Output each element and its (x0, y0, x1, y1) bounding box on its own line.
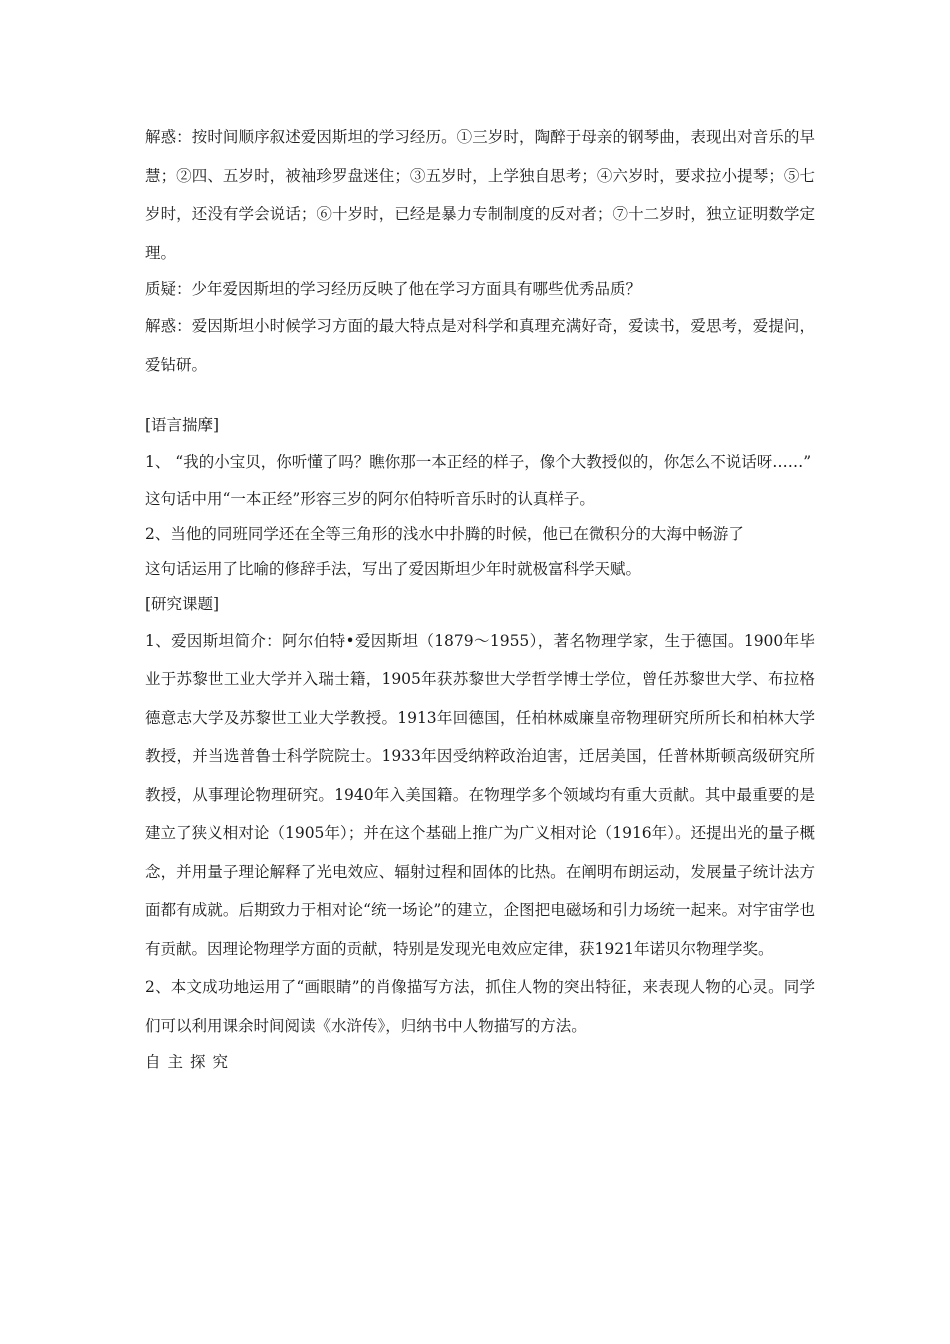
research-item-2: 2、本文成功地运用了“画眼睛”的肖像描写方法，抓住人物的突出特征，来表现人物的心灵。同学们可以利用课余时间阅读《水浒传》，归纳书中人物描写的方法。 (145, 978, 815, 1035)
answer-paragraph-timeline: 解惑：按时间顺序叙述爱因斯坦的学习经历。①三岁时，陶醉于母亲的钢琴曲，表现出对音乐的早慧；②四、五岁时，被袖珍罗盘迷住；③五岁时，上学独自思考；④六岁时，要求拉小提琴；⑤七岁时，还没有学会说话；⑥十岁时，已经是暴力专制制度的反对者；⑦十二岁时，独立证明数学定理。 (145, 128, 815, 262)
quote-item-2: 2、当他的同班同学还在全等三角形的浅水中扑腾的时候，他已在微积分的大海中畅游了 (145, 524, 744, 543)
answer-paragraph-qualities: 解惑：爱因斯坦小时候学习方面的最大特点是对科学和真理充满好奇，爱读书，爱思考，爱提问，爱钻研。 (145, 317, 815, 374)
document-page (145, 118, 815, 1080)
section-heading-research: [研究课题] (145, 594, 220, 613)
quote-explanation-2: 这句话运用了比喻的修辞手法，写出了爱因斯坦少年时就极富科学天赋。 (145, 559, 642, 578)
quote-item-1: 1、 “我的小宝贝，你听懂了吗？瞧你那一本正经的样子，像个大教授似的，你怎么不说话呀……” (145, 453, 812, 471)
question-paragraph: 质疑：少年爱因斯坦的学习经历反映了他在学习方面具有哪些优秀品质？ (145, 280, 642, 298)
research-item-1: 1、爱因斯坦简介：阿尔伯特•爱因斯坦（1879～1955），著名物理学家，生于德国。1900年毕业于苏黎世工业大学并入瑞士籍，1905年获苏黎世大学哲学博士学位，曾任苏黎世大学、布拉格德意志大学及苏黎世工业大学教授。1913年回德国，任柏林威廉皇帝物理研究所所长和柏林大学教授，并当选普鲁士科学院院士。1933年因受纳粹政治迫害，迁居美国，任普林斯顿高级研究所教授，从事理论物理研究。1940年入美国籍。在物理学多个领域均有重大贡献。其中最重要的是建立了狭义相对论（1905年）；并在这个基础上推广为广义相对论（1916年）。还提出光的量子概念，并用量子理论解释了光电效应、辐射过程和固体的比热。在阐明布朗运动，发展量子统计法方面都有成就。后期致力于相对论“统一场论”的建立，企图把电磁场和引力场统一起来。对宇宙学也有贡献。因理论物理学方面的贡献，特别是发现光电效应定律，获1921年诺贝尔物理学奖。 (145, 631, 815, 958)
section-heading-self-study: 自主探究 (145, 1053, 236, 1071)
quote-explanation-1: 这句话中用“一本正经”形容三岁的阿尔伯特听音乐时的认真样子。 (145, 489, 595, 508)
section-gap (145, 384, 815, 408)
section-heading-language: [语言揣摩] (145, 416, 220, 434)
